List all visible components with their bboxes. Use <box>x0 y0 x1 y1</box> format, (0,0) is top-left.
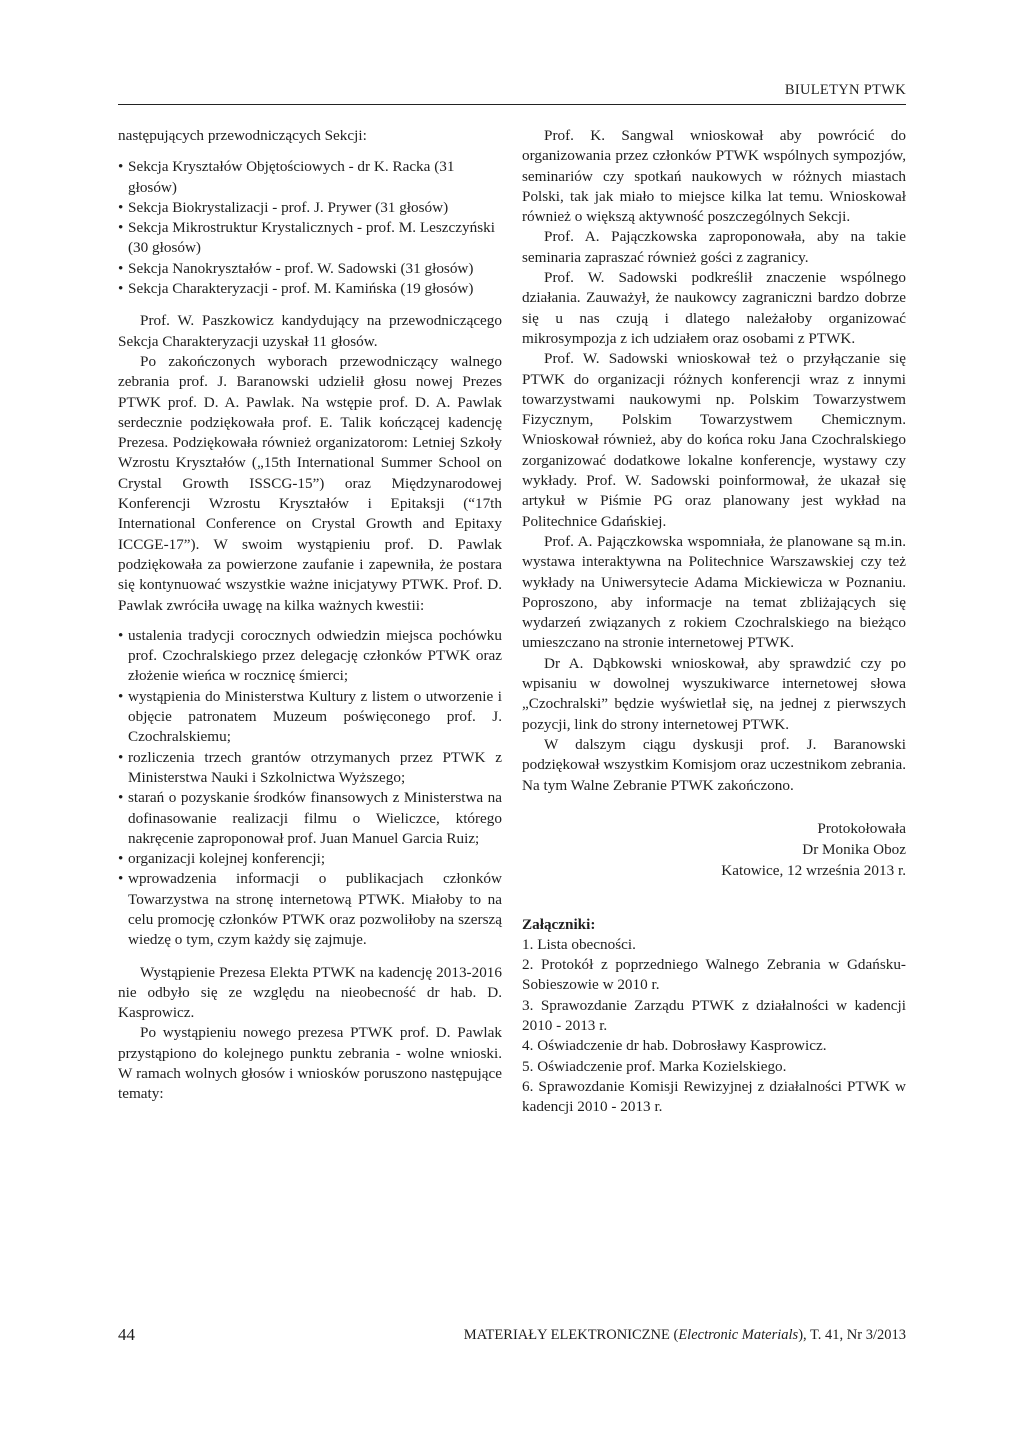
bullet-icon: • <box>118 850 124 868</box>
list-item <box>118 626 502 687</box>
paragraph: Wystąpienie Prezesa Elekta PTWK na kadencję 2013-2016 nie odbyło się ze względu na nieobecność dr hab. D. Kasprowicz. <box>118 963 502 1022</box>
sections-list <box>118 157 502 299</box>
list-item-text: Sekcja Kryształów Objętościowych - dr K. Racka (31 głosów) <box>128 158 455 196</box>
list-item-text: starań o pozyskanie środków finansowych z Ministerstwa na dofinasowanie realizacji filmu o Wieliczce, którego nakręcenie zaproponował prof. Juan Manuel Garcia Ruiz; <box>128 789 502 847</box>
bullet-icon: • <box>118 687 124 705</box>
list-item-text: Sekcja Nanokryształów - prof. W. Sadowski (31 głosów) <box>128 259 474 277</box>
bullet-icon: • <box>118 789 124 807</box>
list-item <box>118 849 502 869</box>
bullet-icon: • <box>118 626 124 644</box>
bullet-icon: • <box>118 158 124 176</box>
list-item <box>118 218 502 259</box>
signature-block <box>522 818 906 881</box>
list-item: 4. Oświadczenie dr hab. Dobrosławy Kasprowicz. <box>522 1037 827 1055</box>
list-item <box>118 788 502 849</box>
list-item <box>118 157 502 198</box>
list-item: 6. Sprawozdanie Komisji Rewizyjnej z działalności PTWK w kadencji 2010 - 2013 r. <box>522 1077 906 1116</box>
paragraph: Prof. W. Paszkowicz kandydujący na przewodniczącego Sekcja Charakteryzacji uzyskał 11 głosów. <box>118 312 502 350</box>
list-item: 2. Protokół z poprzedniego Walnego Zebrania w Gdańsku-Sobieszowie w 2010 r. <box>522 956 906 994</box>
paragraph: Po wystąpieniu nowego prezesa PTWK prof. D. Pawlak przystąpiono do kolejnego punktu zebrania - wolne wnioski. W ramach wolnych głosów i wniosków poruszono następujące tematy: <box>118 1024 502 1103</box>
bullet-icon: • <box>118 219 124 237</box>
paragraph: Dr A. Dąbkowski wnioskował, aby sprawdzić czy po wpisaniu w dowolnej wyszukiwarce internetowej słowa „Czochralski” będzie wyświetlał się, na jednej z pierwszych pozycji, link do strony internetowej PTWK. <box>522 654 906 733</box>
paragraph: Prof. A. Pajączkowska wspomniała, że planowane są m.in. wystawa interaktywna na Politechnice Warszawskiej czy też wykłady na Uniwersytecie Adama Mickiewicza w Poznaniu. Poproszono, aby informacje na temat zbliżających się wydarzeń związanych z rokiem Czochralskiego na bieżąco umieszczano na stronie internetowej PTWK. <box>522 532 906 652</box>
list-item: 3. Sprawozdanie Zarządu PTWK z działalności w kadencji 2010 - 2013 r. <box>522 996 906 1034</box>
attachments-list <box>522 935 906 1118</box>
paragraph: Po zakończonych wyborach przewodniczący walnego zebrania prof. J. Baranowski udzielił głosu nowej Prezes PTWK prof. D. A. Pawlak. Na wstępie prof. D. A. Pawlak serdecznie podziękowała prof. E. Talik kończącej kadencję Prezesa. Podziękowała również organizatorom: Letniej Szkoły Wzrostu Kryształów („15th International Summer School on Crystal Growth ISSCG-15”) oraz Międzynarodowej Konferencji Wzrostu Kryształów i Epitaksji (“17th International Conference on Crystal Growth and Epitaxy ICCGE-17”). W swoim wystąpieniu prof. D. Pawlak podziękowała za powierzone zaufanie i zapewniła, że postara się kontynuować wszystkie ważne inicjatywy PTWK. Prof. D. Pawlak zwróciła uwagę na kilka ważnych kwestii: <box>118 352 502 614</box>
list-item-text: Sekcja Biokrystalizacji - prof. J. Prywer (31 głosów) <box>128 198 449 216</box>
journal-name: MATERIAŁY ELEKTRONICZNE ( <box>463 1327 679 1343</box>
page-number: 44 <box>118 1325 135 1344</box>
list-item <box>118 259 502 279</box>
list-item <box>118 198 502 218</box>
journal-citation <box>464 1327 906 1344</box>
paragraph: W dalszym ciągu dyskusji prof. J. Baranowski podziękował wszystkim Komisjom oraz uczestnikom zebrania. Na tym Walne Zebranie PTWK zakończono. <box>522 735 906 794</box>
attachments-title: Załączniki: <box>522 915 596 933</box>
paragraph: Prof. A. Pajączkowska zaproponowała, aby na takie seminaria zapraszać również gości z zagranicy. <box>522 228 906 266</box>
list-item <box>118 279 502 299</box>
list-item-text: ustalenia tradycji corocznych odwiedzin miejsca pochówku prof. Czochralskiego przez delegację członków PTWK oraz złożenie wieńca w rocznicę śmierci; <box>128 626 502 685</box>
list-item-text: Sekcja Mikrostruktur Krystalicznych - prof. M. Leszczyński (30 głosów) <box>128 219 495 257</box>
bullet-icon: • <box>118 280 124 298</box>
list-item: 1. Lista obecności. <box>522 935 636 953</box>
bullet-icon: • <box>118 198 124 216</box>
right-column <box>522 126 906 1117</box>
bullet-icon: • <box>118 259 124 277</box>
list-item: 5. Oświadczenie prof. Marka Kozielskiego. <box>522 1057 787 1075</box>
signature-name: Dr Monika Oboz <box>802 840 906 858</box>
sections-intro: następujących przewodniczących Sekcji: <box>118 127 367 144</box>
list-item-text: wystąpienia do Ministerstwa Kultury z listem o utworzenie i objęcie patronatem Muzeum poświęconego prof. J. Czochralskiemu; <box>128 687 502 746</box>
list-item <box>118 869 502 950</box>
list-item-text: wprowadzenia informacji o publikacjach członków Towarzystwa na stronę internetową PTWK. Miałoby to na celu promocję członków PTWK oraz pozwoliłoby na szerszą wiedzę o tym, czym każdy się zajmuje. <box>128 870 502 949</box>
journal-volume: ), T. 41, Nr 3/2013 <box>798 1327 906 1343</box>
bullet-icon: • <box>118 748 124 766</box>
running-head: BIULETYN PTWK <box>784 82 906 98</box>
paragraph: Prof. K. Sangwal wnioskował aby powrócić do organizowania przez członków PTWK wspólnych sympozjów, seminariów czy spotkań naukowych w różnych miastach Polski, tak jak miało to miejsce kilka lat temu. Wnioskował również o większą aktywność poszczególnych Sekcji. <box>522 127 906 226</box>
list-item-text: Sekcja Charakteryzacji - prof. M. Kamińska (19 głosów) <box>128 280 474 298</box>
issues-list <box>118 626 502 951</box>
bullet-icon: • <box>118 870 124 888</box>
paragraph: Prof. W. Sadowski wnioskował też o przyłączanie się PTWK do organizacji różnych konferencji wraz z innymi towarzystwami naukowymi np. Polskim Towarzystwem Fizycznym, Polskim Towarzystwem Chemicznym. Wnioskował również, aby do końca roku Jana Czochralskiego zorganizować dodatkowe lokalne konferencje, wystawy czy wykłady. Prof. W. Sadowski poinformował, że ukazał się artykuł w Piśmie PG oraz planowany jest wykład na Politechnice Gdańskiej. <box>522 350 906 530</box>
list-item-text: rozliczenia trzech grantów otrzymanych przez PTWK z Ministerstwa Nauki i Szkolnictwa Wyższego; <box>128 748 502 786</box>
header-rule <box>118 104 906 105</box>
paragraph: Prof. W. Sadowski podkreślił znaczenie wspólnego działania. Zauważył, że naukowcy zagraniczni bardzo dobrze się u nas czują i dlatego należałoby organizować mikrosympozja z ich udziałem oraz osobami z PTWK. <box>522 269 906 347</box>
list-item <box>118 687 502 748</box>
list-item <box>118 748 502 789</box>
signature-role: Protokołowała <box>817 819 906 837</box>
signature-place-date: Katowice, 12 września 2013 r. <box>721 861 906 879</box>
list-item-text: organizacji kolejnej konferencji; <box>128 850 326 868</box>
left-column <box>118 126 502 1105</box>
journal-name-english: Electronic Materials <box>678 1327 799 1343</box>
